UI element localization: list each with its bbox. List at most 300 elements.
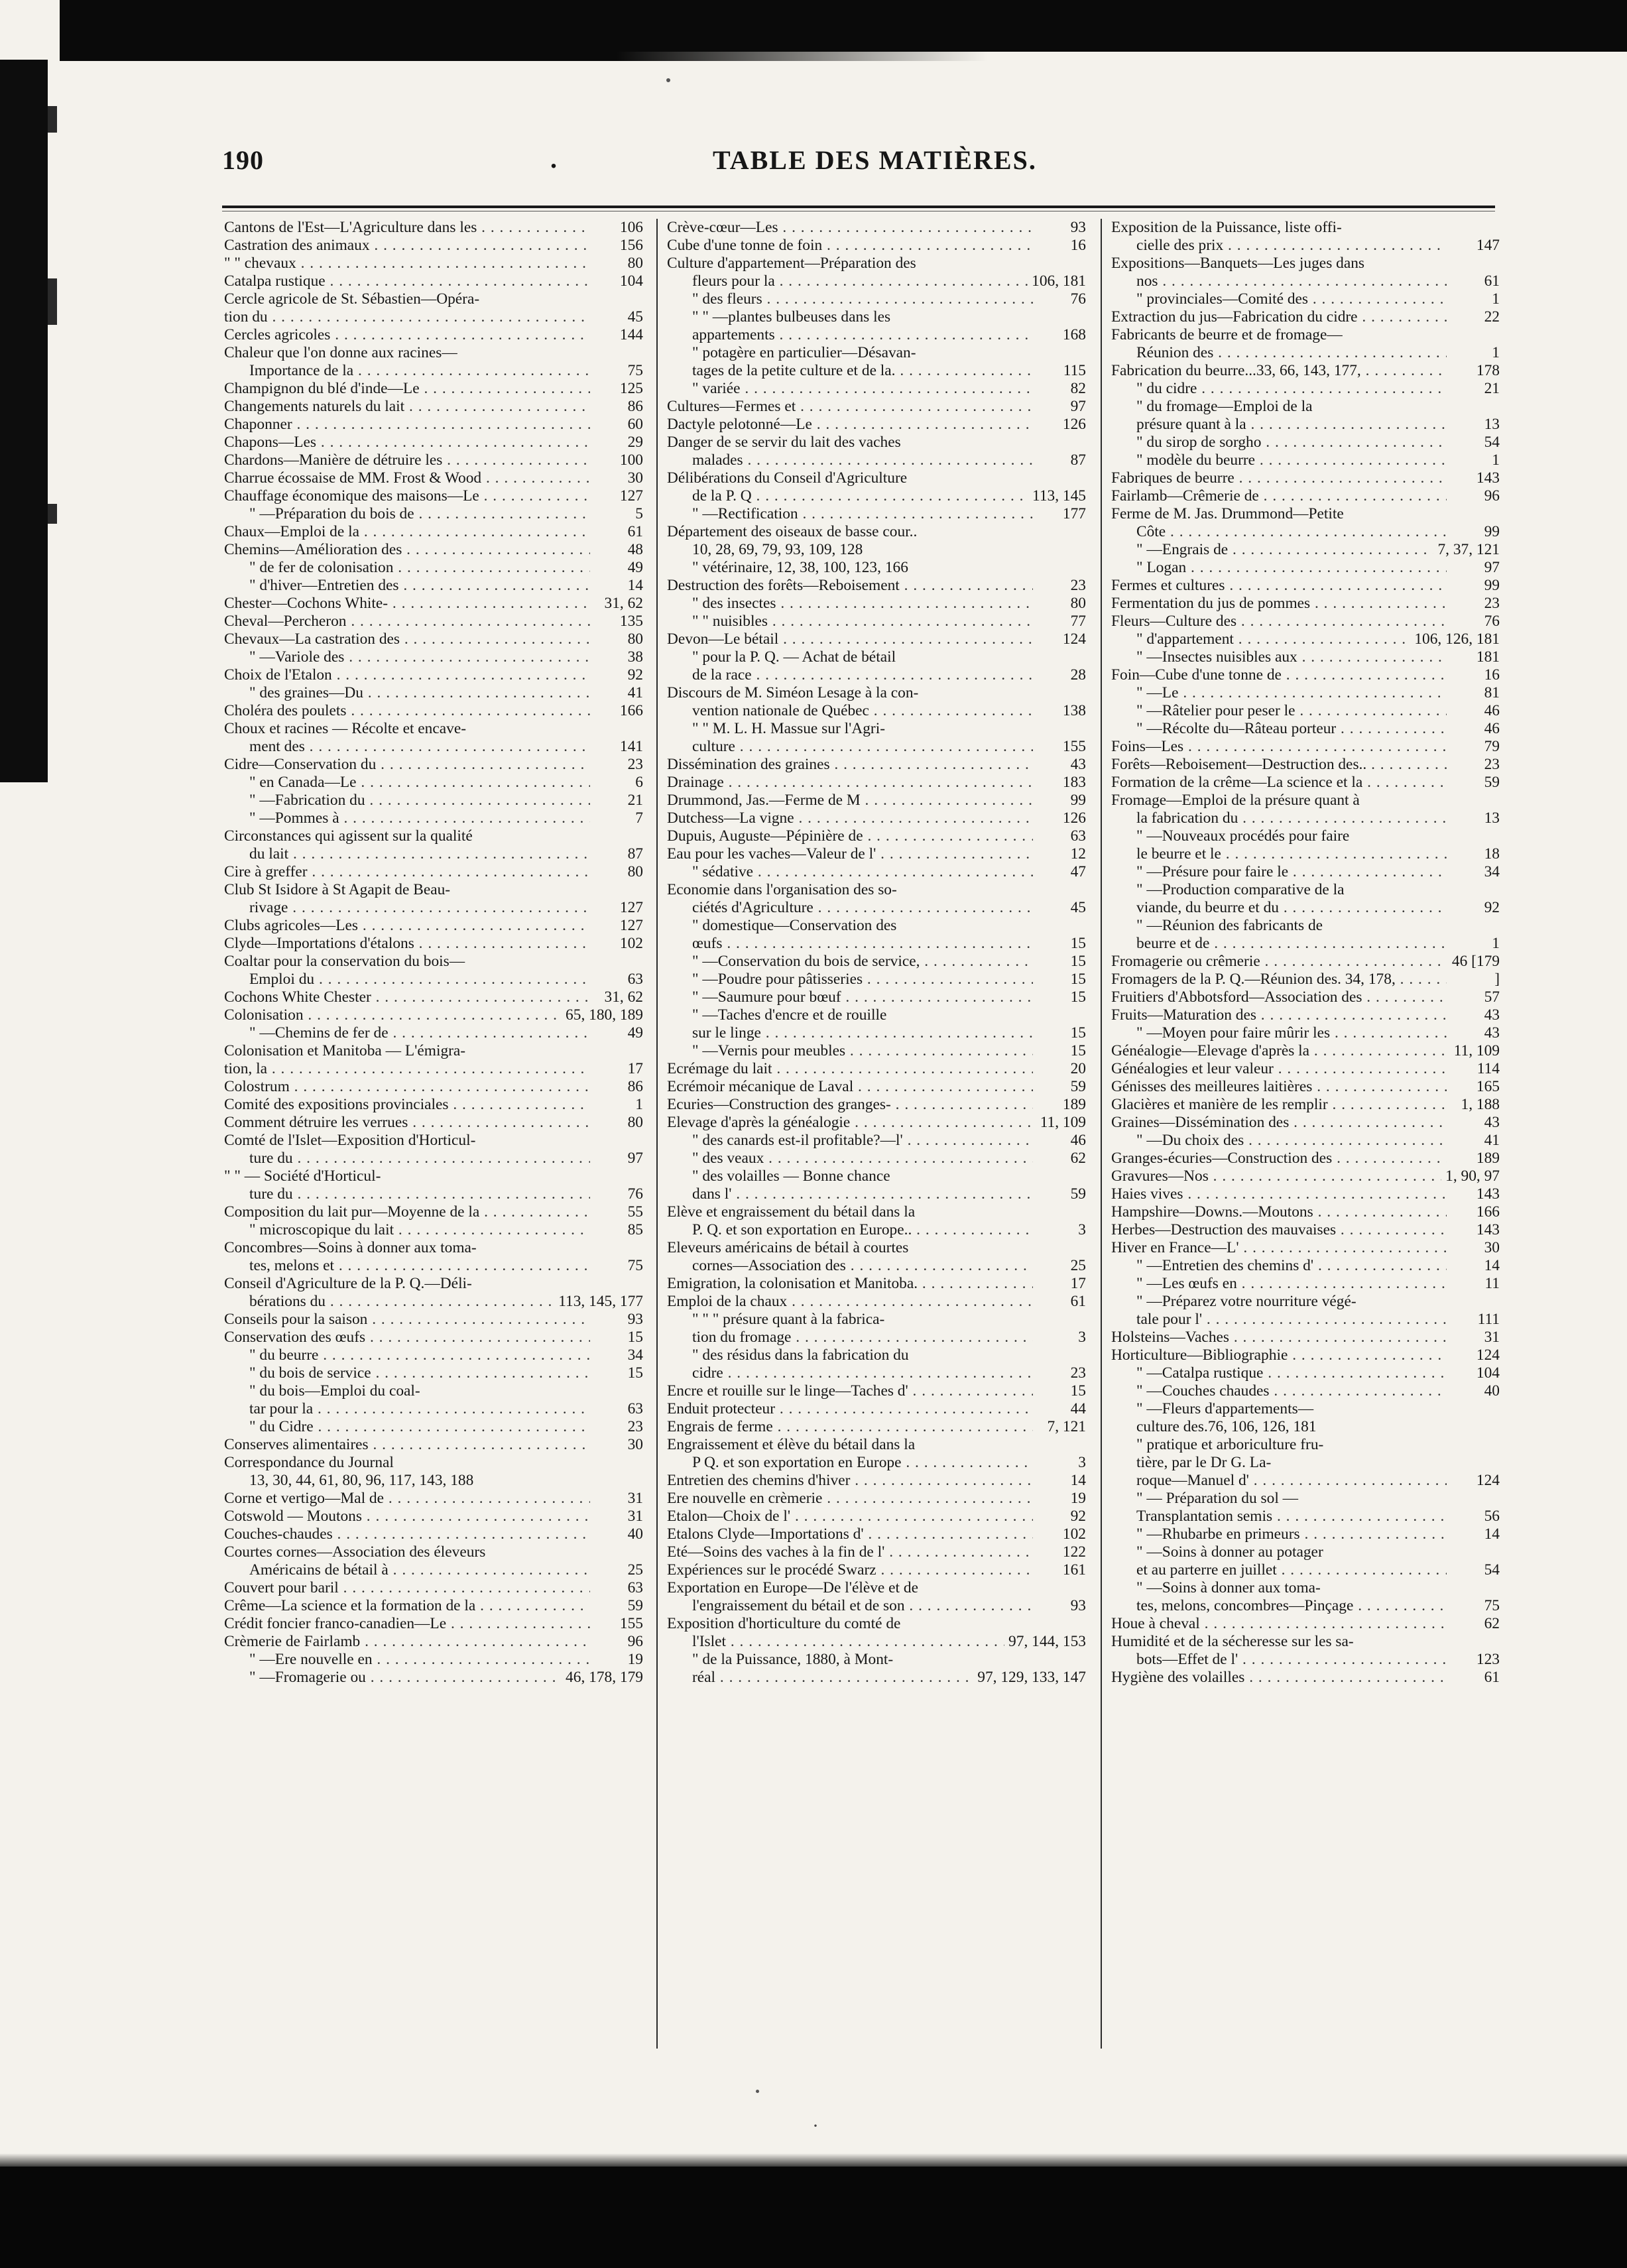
index-entry-pages: 1: [1488, 935, 1500, 953]
index-entry-pages: 106: [616, 219, 643, 237]
index-entry: [1111, 988, 1502, 1006]
index-entry: [1111, 630, 1502, 648]
index-entry: [224, 720, 646, 738]
index-entry: [667, 988, 1089, 1006]
index-entry-text: Crédit foncier franco-canadien—Le . . .: [224, 1615, 590, 1633]
index-entry: [667, 1006, 1089, 1024]
index-entry: [1111, 1221, 1502, 1239]
index-entry: [1111, 1615, 1502, 1633]
index-entry: [224, 505, 646, 523]
index-entry-text: Engraissement et élève du bétail dans la: [667, 1436, 916, 1453]
index-entry-pages: 86: [624, 1078, 643, 1096]
index-entry: [1111, 1060, 1502, 1078]
index-entry: [1111, 1329, 1502, 1346]
index-entry-text: " des insectes . . .: [667, 595, 1033, 613]
index-entry-pages: 15: [1067, 988, 1086, 1006]
index-entry: [224, 953, 646, 971]
index-entry: [667, 935, 1089, 953]
index-entry-pages: 155: [616, 1615, 643, 1633]
column-divider: [656, 219, 658, 2049]
index-entry-pages: 92: [1480, 899, 1500, 917]
index-entry: [667, 1364, 1089, 1382]
index-entry-text: " " — Société d'Horticul-: [224, 1167, 381, 1185]
index-entry-pages: 1: [1488, 344, 1500, 362]
index-entry-pages: 30: [624, 1436, 643, 1454]
index-entry: [667, 559, 1089, 577]
index-entry: [1111, 505, 1502, 523]
index-entry: [224, 1651, 646, 1669]
index-entry-text: " du bois de service . . .: [224, 1364, 590, 1382]
index-entry-text: Holsteins—Vaches . . .: [1111, 1329, 1447, 1346]
index-entry-pages: 96: [1480, 487, 1500, 505]
index-entry: [667, 416, 1089, 434]
index-entry-text: Exportation en Europe—De l'élève et de: [667, 1579, 918, 1596]
index-entry-text: cidre . . .: [667, 1364, 1033, 1382]
index-entry: [667, 1185, 1089, 1203]
index-entry-text: Fromagerie ou crêmerie . . .: [1111, 953, 1447, 971]
index-entry-text: Charrue écossaise de MM. Frost & Wood . . .: [224, 469, 590, 487]
index-entry-text: Comment détruire les verrues . . .: [224, 1114, 590, 1132]
index-entry-text: " —Râtelier pour peser le . . .: [1111, 702, 1447, 720]
index-entry-text: Emigration, la colonisation et Manitoba. . . .: [667, 1275, 1033, 1293]
index-entry-text: " des résidus dans la fabrication du: [692, 1346, 909, 1364]
index-entry-pages: 102: [616, 935, 643, 953]
index-entry: [667, 1346, 1089, 1364]
index-entry: [1111, 1490, 1502, 1508]
index-entry-pages: 43: [1480, 1114, 1500, 1132]
index-entry-pages: 30: [1480, 1239, 1500, 1257]
index-entry-text: Colonisation . . .: [224, 1006, 590, 1024]
index-entry-text: " d'appartement . . .: [1111, 630, 1447, 648]
index-entry: [667, 308, 1089, 326]
index-entry: [1111, 1042, 1502, 1060]
index-entry-pages: 15: [1067, 1382, 1086, 1400]
index-entry: [1111, 344, 1502, 362]
index-entry-text: malades . . .: [667, 451, 1033, 469]
index-entry-text: Cercles agricoles . . .: [224, 326, 590, 344]
index-entry: [224, 1203, 646, 1221]
index-entry-text: Discours de M. Siméon Lesage à la con-: [667, 684, 919, 701]
index-entry-pages: 43: [1067, 756, 1086, 774]
index-entry: [1111, 666, 1502, 684]
index-entry-pages: 104: [1473, 1364, 1500, 1382]
index-entry: [667, 720, 1089, 738]
index-entry-pages: 178: [1473, 362, 1500, 380]
index-entry-pages: 76: [1067, 290, 1086, 308]
index-entry: [667, 469, 1089, 487]
index-entry: [1111, 1167, 1502, 1185]
index-entry: [224, 1400, 646, 1418]
index-entry-text: cielle des prix . . .: [1111, 237, 1447, 255]
index-entry-text: Fermes et cultures . . .: [1111, 577, 1447, 595]
index-entry: [667, 505, 1089, 523]
index-entry: [224, 935, 646, 953]
index-entry: [667, 917, 1089, 935]
index-entry-pages: 7, 121: [1044, 1418, 1086, 1436]
index-entry-text: Colostrum . . .: [224, 1078, 590, 1096]
index-entry-text: Humidité et de la sécheresse sur les sa-: [1111, 1633, 1354, 1650]
index-entry: [224, 648, 646, 666]
index-entry: [1111, 237, 1502, 255]
index-entry-text: 10, 28, 69, 79, 93, 109, 128: [692, 541, 863, 558]
index-entry-pages: 63: [624, 1579, 643, 1597]
index-entry-pages: 40: [1480, 1382, 1500, 1400]
index-entry: [224, 988, 646, 1006]
index-entry-pages: 75: [1480, 1597, 1500, 1615]
index-entry-pages: 99: [1480, 577, 1500, 595]
index-entry-text: " —Fromagerie ou . . .: [224, 1669, 590, 1687]
index-entry-text: " —Couches chaudes . . .: [1111, 1382, 1447, 1400]
index-entry-text: Composition du lait pur—Moyenne de la . . .: [224, 1203, 590, 1221]
index-entry: [667, 595, 1089, 613]
scan-speck: [48, 106, 57, 133]
index-entry-text: Foin—Cube d'une tonne de . . .: [1111, 666, 1447, 684]
index-entry: [667, 237, 1089, 255]
index-entry-pages: 14: [1480, 1525, 1500, 1543]
index-entry-text: Chauffage économique des maisons—Le . . .: [224, 487, 590, 505]
index-entry: [667, 1525, 1089, 1543]
index-entry-pages: 59: [1480, 774, 1500, 792]
index-entry: [224, 1293, 646, 1311]
index-entry-text: " d'hiver—Entretien des . . .: [224, 577, 590, 595]
index-entry: [224, 1096, 646, 1114]
index-entry: [667, 1633, 1089, 1651]
index-entry: [667, 971, 1089, 988]
index-entry-text: tion, la . . .: [224, 1060, 590, 1078]
index-entry-text: Castration des animaux . . .: [224, 237, 590, 255]
index-entry-pages: 97: [624, 1150, 643, 1167]
index-entry-text: Crèmerie de Fairlamb . . .: [224, 1633, 590, 1651]
index-entry-text: Granges-écuries—Construction des . . .: [1111, 1150, 1447, 1167]
index-entry-text: tière, par le Dr G. La-: [1136, 1454, 1272, 1471]
index-entry: [1111, 1669, 1502, 1687]
index-entry-text: Choux et racines — Récolte et encave-: [224, 720, 466, 737]
index-entry: [1111, 863, 1502, 881]
index-entry-pages: 183: [1059, 774, 1086, 792]
index-entry-pages: 80: [624, 1114, 643, 1132]
index-entry: [667, 1669, 1089, 1687]
index-entry: [1111, 577, 1502, 595]
index-entry: [224, 1275, 646, 1293]
index-entry: [667, 899, 1089, 917]
index-entry-pages: 17: [1067, 1275, 1086, 1293]
index-entry-text: Etalon—Choix de l' . . .: [667, 1508, 1033, 1525]
header-rule: [222, 206, 1495, 208]
index-entry: [667, 1508, 1089, 1525]
index-entry-text: Ecrémage du lait . . .: [667, 1060, 1033, 1078]
index-entry-pages: 46 [179: [1448, 953, 1500, 971]
index-entry-text: P Q. et son exportation en Europe . . .: [667, 1454, 1033, 1472]
index-entry-text: beurre et de . . .: [1111, 935, 1447, 953]
index-entry-text: vention nationale de Québec . . .: [667, 702, 1033, 720]
index-entry-pages: 143: [1473, 469, 1500, 487]
index-entry-text: Ferme de M. Jas. Drummond—Petite: [1111, 505, 1344, 522]
index-entry: [224, 1150, 646, 1167]
index-entry-text: " vétérinaire, 12, 38, 100, 123, 166: [692, 559, 908, 576]
index-entry-text: " des fleurs . . .: [667, 290, 1033, 308]
index-entry-pages: 45: [1067, 899, 1086, 917]
index-entry: [1111, 1454, 1502, 1472]
index-entry-pages: 22: [1480, 308, 1500, 326]
index-entry-pages: 59: [1067, 1185, 1086, 1203]
index-entry-pages: 96: [624, 1633, 643, 1651]
index-entry-text: Clubs agricoles—Les . . .: [224, 917, 590, 935]
index-entry: [667, 1436, 1089, 1454]
index-entry-text: " —Taches d'encre et de rouille: [692, 1006, 887, 1024]
index-entry: [1111, 255, 1502, 272]
index-entry-pages: 166: [616, 702, 643, 720]
index-entry-text: Crève-cœur—Les . . .: [667, 219, 1033, 237]
index-entry-text: " —Poudre pour pâtisseries . . .: [667, 971, 1033, 988]
index-entry-pages: 18: [1480, 845, 1500, 863]
index-entry-text: de la P. Q . . .: [667, 487, 1033, 505]
index-entry-text: Dupuis, Auguste—Pépinière de . . .: [667, 827, 1033, 845]
scan-border-top-edge: [60, 41, 988, 61]
index-entry-text: " —Saumure pour bœuf . . .: [667, 988, 1033, 1006]
index-entry: [224, 899, 646, 917]
index-entry: [224, 326, 646, 344]
index-entry: [667, 1329, 1089, 1346]
index-entry: [1111, 434, 1502, 451]
index-entry: [1111, 1311, 1502, 1329]
index-entry-pages: 87: [624, 845, 643, 863]
index-entry: [224, 1329, 646, 1346]
index-entry: [667, 1418, 1089, 1436]
index-entry: [667, 272, 1089, 290]
index-entry-pages: 155: [1059, 738, 1086, 756]
index-entry: [667, 1311, 1089, 1329]
index-entry-pages: 62: [1480, 1615, 1500, 1633]
page-number: 190: [222, 145, 264, 175]
index-entry-pages: 31: [624, 1508, 643, 1525]
index-entry: [1111, 756, 1502, 774]
index-entry: [667, 344, 1089, 362]
index-entry-pages: 54: [1480, 434, 1500, 451]
index-entry-text: " " chevaux . . .: [224, 255, 590, 272]
index-entry-text: Comité des expositions provinciales . . .: [224, 1096, 590, 1114]
index-entry: [1111, 487, 1502, 505]
index-entry-pages: 127: [616, 899, 643, 917]
index-entry-text: Fruitiers d'Abbotsford—Association des . . .: [1111, 988, 1447, 1006]
index-entry-pages: 14: [1480, 1257, 1500, 1275]
index-entry-text: Economie dans l'organisation des so-: [667, 881, 897, 898]
index-entry: [1111, 648, 1502, 666]
index-entry-text: la fabrication du . . .: [1111, 809, 1447, 827]
index-entry-text: Cultures—Fermes et . . .: [667, 398, 1033, 416]
index-entry-text: Couches-chaudes . . .: [224, 1525, 590, 1543]
index-entry: [667, 219, 1089, 237]
index-entry: [1111, 469, 1502, 487]
index-entry: [1111, 219, 1502, 237]
index-entry-text: " —Conservation du bois de service, . . .: [667, 953, 1033, 971]
index-entry: [224, 1221, 646, 1239]
index-entry: [1111, 1543, 1502, 1561]
index-entry-text: Forêts—Reboisement—Destruction des.. . . .: [1111, 756, 1447, 774]
index-entry-pages: 143: [1473, 1185, 1500, 1203]
index-entry-pages: 1, 90, 97: [1441, 1167, 1500, 1185]
index-entry-pages: 76: [624, 1185, 643, 1203]
index-entry-text: sur le linge . . .: [667, 1024, 1033, 1042]
index-entry: [224, 1167, 646, 1185]
index-entry: [224, 290, 646, 308]
index-entry-pages: 15: [1067, 953, 1086, 971]
index-entry-text: Eau pour les vaches—Valeur de l' . . .: [667, 845, 1033, 863]
index-entry-pages: 13: [1480, 416, 1500, 434]
index-entry-pages: 6: [631, 774, 643, 792]
scan-speck: [756, 2090, 759, 2093]
index-entry: [1111, 702, 1502, 720]
index-entry-pages: 12: [1067, 845, 1086, 863]
index-entry-pages: 1: [1488, 290, 1500, 308]
index-entry-pages: 31: [624, 1490, 643, 1508]
index-entry: [1111, 1597, 1502, 1615]
index-entry: [224, 1490, 646, 1508]
index-entry: [1111, 774, 1502, 792]
index-entry-text: Dutchess—La vigne . . .: [667, 809, 1033, 827]
index-entry: [667, 1651, 1089, 1669]
index-entry-text: " de la Puissance, 1880, à Mont-: [692, 1651, 894, 1668]
index-entry-pages: 23: [624, 756, 643, 774]
index-entry: [224, 971, 646, 988]
index-entry-text: " pour la P. Q. — Achat de bétail: [692, 648, 896, 666]
index-entry-pages: 80: [624, 863, 643, 881]
index-entry: [667, 809, 1089, 827]
index-entry-text: " sédative . . .: [667, 863, 1033, 881]
index-entry-text: présure quant à la . . .: [1111, 416, 1447, 434]
index-entry-text: du lait . . .: [224, 845, 590, 863]
index-entry-text: " du beurre . . .: [224, 1346, 590, 1364]
index-entry: [667, 326, 1089, 344]
index-entry: [667, 1078, 1089, 1096]
index-entry-pages: 31: [1480, 1329, 1500, 1346]
index-entry-pages: 38: [624, 648, 643, 666]
index-entry-text: fleurs pour la . . .: [667, 272, 1033, 290]
index-entry-text: Généalogies et leur valeur . . .: [1111, 1060, 1447, 1078]
index-entry-text: Chester—Cochons White- . . .: [224, 595, 590, 613]
index-entry-text: Encre et rouille sur le linge—Taches d' . . .: [667, 1382, 1033, 1400]
index-entry: [1111, 1418, 1502, 1436]
index-entry-pages: 99: [1067, 792, 1086, 809]
index-entry-text: tar pour la . . .: [224, 1400, 590, 1418]
index-entry: [667, 1239, 1089, 1257]
index-entry-text: " —Du choix des . . .: [1111, 1132, 1447, 1150]
index-entry-text: cornes—Association des . . .: [667, 1257, 1033, 1275]
index-entry: [1111, 684, 1502, 702]
index-entry: [224, 434, 646, 451]
index-entry-text: Destruction des forêts—Reboisement . . .: [667, 577, 1033, 595]
index-entry-text: Fromagers de la P. Q.—Réunion des. 34, 178, . . .: [1111, 971, 1447, 988]
index-entry-text: " —Le . . .: [1111, 684, 1447, 702]
index-entry: [1111, 416, 1502, 434]
index-entry-text: Crême—La science et la formation de la . . .: [224, 1597, 590, 1615]
index-entry-text: " —Insectes nuisibles aux . . .: [1111, 648, 1447, 666]
index-entry: [667, 1221, 1089, 1239]
index-entry: [224, 1239, 646, 1257]
index-entry-text: " " —plantes bulbeuses dans les: [692, 308, 891, 326]
index-entry-pages: 47: [1067, 863, 1086, 881]
index-entry-pages: 97, 144, 153: [1004, 1633, 1086, 1651]
index-entry-pages: 61: [1480, 1669, 1500, 1687]
index-entry-text: ciétés d'Agriculture . . .: [667, 899, 1033, 917]
index-entry-text: Chapons—Les . . .: [224, 434, 590, 451]
index-entry-text: " —Engrais de . . .: [1111, 541, 1447, 559]
index-entry-text: réal . . .: [667, 1669, 1033, 1687]
index-entry: [667, 255, 1089, 272]
index-entry-pages: 11, 109: [1450, 1042, 1500, 1060]
index-entry: [224, 362, 646, 380]
index-entry: [1111, 881, 1502, 899]
index-entry: [667, 1293, 1089, 1311]
index-entry-text: Coaltar pour la conservation du bois—: [224, 953, 465, 970]
index-entry: [224, 1454, 646, 1472]
index-entry-pages: 75: [624, 362, 643, 380]
index-entry-text: de la race . . .: [667, 666, 1033, 684]
index-entry-text: " " " présure quant à la fabrica-: [692, 1311, 885, 1328]
index-entry-pages: ]: [1490, 971, 1500, 988]
index-entry-pages: 21: [624, 792, 643, 809]
index-entry-text: Haies vives . . .: [1111, 1185, 1447, 1203]
index-entry: [224, 666, 646, 684]
index-entry-pages: 82: [1067, 380, 1086, 398]
index-entry-pages: 31, 62: [601, 988, 643, 1006]
index-entry-pages: 15: [624, 1364, 643, 1382]
index-entry-text: Couvert pour baril . . .: [224, 1579, 590, 1597]
index-entry-text: dans l' . . .: [667, 1185, 1033, 1203]
index-entry: [667, 1382, 1089, 1400]
index-entry: [667, 630, 1089, 648]
index-entry: [1111, 971, 1502, 988]
index-entry-pages: 56: [1480, 1508, 1500, 1525]
index-entry-text: Elève et engraissement du bétail dans la: [667, 1203, 916, 1221]
index-entry: [1111, 1525, 1502, 1543]
index-entry: [1111, 738, 1502, 756]
index-entry: [224, 1382, 646, 1400]
index-entry: [1111, 720, 1502, 738]
index-entry-text: Ere nouvelle en crèmerie . . .: [667, 1490, 1033, 1508]
index-entry: [1111, 1346, 1502, 1364]
index-entry-text: Exposition de la Puissance, liste offi-: [1111, 219, 1342, 236]
index-entry-pages: 63: [1067, 827, 1086, 845]
index-entry-pages: 13: [1480, 809, 1500, 827]
index-entry-text: Ecuries—Construction des granges- . . .: [667, 1096, 1033, 1114]
index-entry-text: " " M. L. H. Massue sur l'Agri-: [692, 720, 885, 737]
index-entry-text: " " nuisibles . . .: [667, 613, 1033, 630]
index-entry-text: Emploi du . . .: [224, 971, 590, 988]
index-entry-text: Cidre—Conservation du . . .: [224, 756, 590, 774]
scan-border-bottom: [0, 2167, 1627, 2268]
index-entry-text: Fromage—Emploi de la présure quant à: [1111, 792, 1360, 809]
index-entry-pages: 23: [1067, 1364, 1086, 1382]
index-entry-text: Fleurs—Culture des . . .: [1111, 613, 1447, 630]
index-entry: [667, 1454, 1089, 1472]
index-entry: [1111, 827, 1502, 845]
index-entry-text: " —Production comparative de la: [1136, 881, 1345, 898]
index-entry-text: Génisses des meilleures laitières . . .: [1111, 1078, 1447, 1096]
index-entry: [1111, 398, 1502, 416]
index-entry: [224, 523, 646, 541]
index-entry-text: l'engraissement du bétail et de son . . .: [667, 1597, 1033, 1615]
index-entry-text: " —Ere nouvelle en . . .: [224, 1651, 590, 1669]
index-entry: [224, 595, 646, 613]
index-entry-pages: 143: [1473, 1221, 1500, 1239]
index-entry: [224, 809, 646, 827]
index-entry-text: Circonstances qui agissent sur la qualité: [224, 827, 473, 845]
index-entry-text: tion du fromage . . .: [667, 1329, 1033, 1346]
index-entry: [1111, 1364, 1502, 1382]
index-entry-text: Expériences sur le procédé Swarz . . .: [667, 1561, 1033, 1579]
index-entry-pages: 62: [1067, 1150, 1086, 1167]
column-divider: [1101, 219, 1102, 2049]
